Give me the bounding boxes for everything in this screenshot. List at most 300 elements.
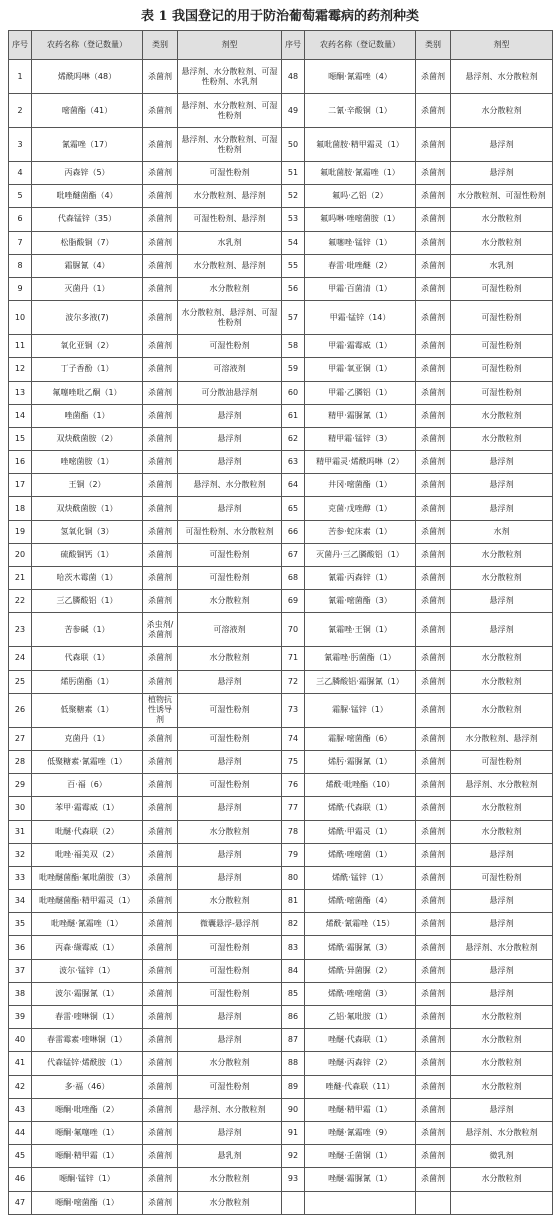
cell-formulation-left: 水分散粒剂 [178,1168,282,1191]
cell-category-left: 杀菌剂 [143,208,178,231]
cell-formulation-left: 悬浮剂、水分散粒剂 [178,474,282,497]
cell-index-left: 31 [9,820,32,843]
cell-category-right: 杀菌剂 [416,843,451,866]
cell-category-left: 杀菌剂 [143,451,178,474]
cell-index-right: 90 [282,1098,305,1121]
cell-pesticide-name-right: 唑醚·壬菌铜（1） [305,1145,416,1168]
cell-category-left: 杀菌剂 [143,982,178,1005]
cell-category-left: 杀菌剂 [143,936,178,959]
cell-pesticide-name-left: 吡唑·福美双（2） [32,843,143,866]
cell-index-left: 44 [9,1121,32,1144]
cell-category-left: 杀菌剂 [143,427,178,450]
cell-index-left: 10 [9,301,32,335]
cell-index-left: 21 [9,567,32,590]
cell-index-right: 74 [282,727,305,750]
cell-index-right: 93 [282,1168,305,1191]
cell-formulation-right: 悬浮剂 [451,959,553,982]
cell-formulation-left: 水分散粒剂 [178,820,282,843]
cell-category-right: 杀菌剂 [416,474,451,497]
cell-pesticide-name-left: 霜脲氰（4） [32,254,143,277]
cell-category-right: 杀菌剂 [416,1098,451,1121]
cell-pesticide-name-left: 苦参碱（1） [32,613,143,647]
cell-pesticide-name-right: 井冈·嘧菌酯（1） [305,474,416,497]
cell-formulation-right: 悬浮剂 [451,128,553,162]
cell-formulation-right: 可湿性粉剂 [451,335,553,358]
cell-category-left: 杀菌剂 [143,820,178,843]
cell-formulation-right: 微乳剂 [451,1145,553,1168]
cell-index-left: 25 [9,670,32,693]
cell-pesticide-name-right: 甲霜·霜霉威（1） [305,335,416,358]
cell-category-left: 杀菌剂 [143,1075,178,1098]
cell-category-left: 杀菌剂 [143,128,178,162]
cell-formulation-left: 悬浮剂 [178,427,282,450]
table-row [9,185,553,208]
cell-category-right: 杀菌剂 [416,277,451,300]
header-index-right: 序号 [282,31,305,60]
cell-category-left: 杀菌剂 [143,913,178,936]
cell-index-left: 45 [9,1145,32,1168]
cell-formulation-left: 悬浮剂、水分散粒剂、可湿性粉剂、水乳剂 [178,60,282,94]
cell-formulation-right: 水分散粒剂 [451,231,553,254]
cell-category-right: 杀菌剂 [416,774,451,797]
cell-index-left: 33 [9,866,32,889]
cell-category-right: 杀菌剂 [416,335,451,358]
cell-pesticide-name-right: 三乙膦酸铝·霜脲氰（1） [305,670,416,693]
cell-formulation-right: 水分散粒剂 [451,427,553,450]
cell-pesticide-name-left: 代森锰锌（35） [32,208,143,231]
cell-pesticide-name-left: 噁酮·精甲霜（1） [32,1145,143,1168]
cell-formulation-right: 水分散粒剂 [451,404,553,427]
cell-pesticide-name-right: 氰霜·丙森锌（1） [305,567,416,590]
cell-pesticide-name-right: 烯酰·氰霜唑（15） [305,913,416,936]
cell-formulation-right: 可湿性粉剂 [451,381,553,404]
cell-formulation-right: 水分散粒剂 [451,797,553,820]
cell-index-left: 36 [9,936,32,959]
cell-index-right: 50 [282,128,305,162]
cell-formulation-left: 悬浮剂 [178,1006,282,1029]
cell-pesticide-name-right: 噁酮·氰霜唑（4） [305,60,416,94]
cell-category-left: 杀菌剂 [143,404,178,427]
cell-formulation-left: 悬浮剂 [178,843,282,866]
cell-pesticide-name-left: 烯肟菌酯（1） [32,670,143,693]
cell-formulation-right: 悬浮剂 [451,843,553,866]
cell-category-left: 杀菌剂 [143,94,178,128]
cell-index-left: 8 [9,254,32,277]
cell-pesticide-name-left: 哈茨木霉菌（1） [32,567,143,590]
table-row [9,843,553,866]
cell-index-right: 61 [282,404,305,427]
table-row [9,866,553,889]
cell-pesticide-name-left: 硫酸铜钙（1） [32,543,143,566]
cell-formulation-left: 悬浮剂、水分散粒剂、可湿性粉剂 [178,94,282,128]
cell-index-right: 88 [282,1052,305,1075]
cell-formulation-right: 悬浮剂 [451,451,553,474]
table-row [9,277,553,300]
cell-category-right: 杀菌剂 [416,60,451,94]
cell-category-left: 杀菌剂 [143,1191,178,1214]
cell-pesticide-name-left: 噁酮·锰锌（1） [32,1168,143,1191]
cell-index-right: 79 [282,843,305,866]
cell-index-right: 76 [282,774,305,797]
cell-pesticide-name-right: 烯酰·嘧菌酯（4） [305,890,416,913]
cell-index-right: 73 [282,693,305,727]
table-row [9,451,553,474]
cell-pesticide-name-left: 双炔酰菌胺（1） [32,497,143,520]
table-row [9,381,553,404]
cell-index-left: 41 [9,1052,32,1075]
cell-formulation-left: 可湿性粉剂 [178,162,282,185]
cell-formulation-right: 可湿性粉剂 [451,750,553,773]
cell-category-left: 杀菌剂 [143,1006,178,1029]
cell-index-right: 81 [282,890,305,913]
table-row [9,727,553,750]
cell-formulation-left: 可溶液剂 [178,358,282,381]
cell-formulation-right: 水分散粒剂 [451,567,553,590]
cell-category-right: 杀菌剂 [416,185,451,208]
cell-category-right: 杀菌剂 [416,797,451,820]
cell-index-left: 39 [9,1006,32,1029]
cell-index-left: 43 [9,1098,32,1121]
cell-pesticide-name-left: 灭菌丹（1） [32,277,143,300]
cell-pesticide-name-left: 氰霜唑（17） [32,128,143,162]
table-row [9,693,553,727]
cell-category-right: 杀菌剂 [416,647,451,670]
cell-category-right: 杀菌剂 [416,1052,451,1075]
cell-pesticide-name-left: 烯酰吗啉（48） [32,60,143,94]
cell-formulation-left: 水分散粒剂 [178,647,282,670]
cell-category-right: 杀菌剂 [416,1029,451,1052]
cell-index-right: 83 [282,936,305,959]
cell-pesticide-name-left: 嘧菌酯（41） [32,94,143,128]
table-row [9,670,553,693]
cell-pesticide-name-left: 氧化亚铜（2） [32,335,143,358]
cell-pesticide-name-right: 苦参·蛇床素（1） [305,520,416,543]
cell-formulation-right [451,1191,553,1214]
cell-formulation-left: 水乳剂 [178,231,282,254]
cell-pesticide-name-right: 唑醚·霜脲氰（1） [305,1168,416,1191]
header-formulation-left: 剂型 [178,31,282,60]
table-row [9,750,553,773]
cell-category-right: 杀菌剂 [416,913,451,936]
table-row [9,797,553,820]
cell-pesticide-name-left: 代森联（1） [32,647,143,670]
cell-formulation-left: 悬浮剂、水分散粒剂、可湿性粉剂 [178,128,282,162]
cell-formulation-right: 水分散粒剂 [451,1168,553,1191]
table-row [9,1075,553,1098]
cell-index-right: 63 [282,451,305,474]
cell-pesticide-name-right: 烯酰·霜脲氰（3） [305,936,416,959]
cell-index-left: 42 [9,1075,32,1098]
cell-formulation-left: 悬乳剂 [178,1145,282,1168]
cell-formulation-left: 水分散粒剂 [178,890,282,913]
cell-formulation-right: 悬浮剂、水分散粒剂 [451,936,553,959]
table-row [9,890,553,913]
cell-pesticide-name-right: 唑醚·代森联（1） [305,1029,416,1052]
cell-category-left: 杀菌剂 [143,231,178,254]
cell-category-right: 杀菌剂 [416,693,451,727]
cell-category-left: 杀菌剂 [143,543,178,566]
cell-pesticide-name-right: 氟吗·乙铝（2） [305,185,416,208]
cell-category-right: 杀菌剂 [416,727,451,750]
cell-index-left: 24 [9,647,32,670]
cell-pesticide-name-right: 烯酰·锰锌（1） [305,866,416,889]
header-index-left: 序号 [9,31,32,60]
cell-formulation-left: 悬浮剂 [178,404,282,427]
cell-category-right [416,1191,451,1214]
cell-pesticide-name-right: 春雷·吡唑醚（2） [305,254,416,277]
cell-index-right: 53 [282,208,305,231]
cell-category-left: 杀菌剂 [143,774,178,797]
cell-category-right: 杀菌剂 [416,358,451,381]
cell-category-left: 杀菌剂 [143,1029,178,1052]
cell-index-left: 37 [9,959,32,982]
cell-index-right: 51 [282,162,305,185]
cell-category-left: 杀菌剂 [143,1168,178,1191]
cell-index-left: 35 [9,913,32,936]
table-row [9,1052,553,1075]
cell-category-left: 杀菌剂 [143,474,178,497]
table-row [9,567,553,590]
cell-formulation-left: 悬浮剂、水分散粒剂 [178,1098,282,1121]
cell-index-left: 16 [9,451,32,474]
cell-index-left: 4 [9,162,32,185]
table-row [9,1191,553,1214]
cell-pesticide-name-left: 多·福（46） [32,1075,143,1098]
cell-formulation-right: 悬浮剂 [451,890,553,913]
cell-pesticide-name-left: 氟噻唑吡乙酮（1） [32,381,143,404]
table-row [9,959,553,982]
cell-formulation-right: 悬浮剂、水分散粒剂 [451,60,553,94]
cell-formulation-right: 悬浮剂 [451,162,553,185]
cell-pesticide-name-right: 精甲霜·锰锌（3） [305,427,416,450]
cell-pesticide-name-right: 唑醚·丙森锌（2） [305,1052,416,1075]
cell-formulation-right: 水乳剂 [451,254,553,277]
cell-category-right: 杀菌剂 [416,208,451,231]
cell-pesticide-name-left: 氢氧化铜（3） [32,520,143,543]
cell-index-right: 91 [282,1121,305,1144]
cell-formulation-left: 悬浮剂 [178,797,282,820]
cell-category-right: 杀菌剂 [416,94,451,128]
table-body [9,60,553,1215]
cell-pesticide-name-left: 吡唑醚菌酯（4） [32,185,143,208]
cell-category-left: 杀菌剂 [143,1098,178,1121]
cell-pesticide-name-left: 双炔酰菌胺（2） [32,427,143,450]
cell-category-right: 杀菌剂 [416,820,451,843]
cell-index-right: 68 [282,567,305,590]
table-row [9,358,553,381]
cell-index-left: 7 [9,231,32,254]
cell-formulation-right: 悬浮剂 [451,590,553,613]
cell-formulation-left: 可湿性粉剂 [178,693,282,727]
cell-pesticide-name-right: 唑醚·代森联（11） [305,1075,416,1098]
cell-formulation-right: 悬浮剂、水分散粒剂 [451,1121,553,1144]
cell-formulation-left: 水分散粒剂、悬浮剂 [178,254,282,277]
cell-pesticide-name-left: 代森锰锌·烯酰胺（1） [32,1052,143,1075]
cell-index-left: 18 [9,497,32,520]
cell-category-left: 杀菌剂 [143,750,178,773]
cell-category-left: 杀菌剂 [143,254,178,277]
cell-formulation-left: 可湿性粉剂 [178,936,282,959]
cell-pesticide-name-right: 氰霜·嘧菌酯（3） [305,590,416,613]
cell-index-right: 87 [282,1029,305,1052]
cell-pesticide-name-left: 三乙膦酸铝（1） [32,590,143,613]
cell-formulation-right: 悬浮剂 [451,1098,553,1121]
cell-index-right: 72 [282,670,305,693]
table-row [9,1168,553,1191]
cell-category-left: 杀菌剂 [143,1145,178,1168]
cell-pesticide-name-right: 烯酰·代森联（1） [305,797,416,820]
cell-index-right: 78 [282,820,305,843]
cell-index-right: 58 [282,335,305,358]
cell-category-left: 杀菌剂 [143,567,178,590]
table-row [9,613,553,647]
cell-pesticide-name-right: 二氰·辛酸铜（1） [305,94,416,128]
cell-formulation-left: 悬浮剂 [178,1121,282,1144]
cell-index-right: 92 [282,1145,305,1168]
cell-pesticide-name-right: 氰霜唑·肟菌酯（1） [305,647,416,670]
cell-formulation-left: 可湿性粉剂 [178,1075,282,1098]
cell-index-left: 47 [9,1191,32,1214]
table-row [9,208,553,231]
table-row [9,936,553,959]
cell-formulation-right: 悬浮剂 [451,613,553,647]
cell-pesticide-name-right: 甲霜·百菌清（1） [305,277,416,300]
cell-index-left: 22 [9,590,32,613]
cell-formulation-left: 悬浮剂 [178,866,282,889]
cell-category-left: 杀菌剂 [143,727,178,750]
cell-formulation-right: 水分散粒剂、悬浮剂 [451,727,553,750]
table-row [9,820,553,843]
cell-pesticide-name-left: 低聚糖素（1） [32,693,143,727]
cell-category-right: 杀菌剂 [416,959,451,982]
cell-index-right: 56 [282,277,305,300]
cell-index-left: 20 [9,543,32,566]
cell-pesticide-name-right: 甲霜·氧亚铜（1） [305,358,416,381]
cell-pesticide-name-left: 丙森锌（5） [32,162,143,185]
table-row [9,774,553,797]
cell-pesticide-name-right: 克菌·戊唑醇（1） [305,497,416,520]
cell-pesticide-name-left: 吡唑醚菌酯·氟吡菌胺（3） [32,866,143,889]
cell-pesticide-name-left: 克菌丹（1） [32,727,143,750]
cell-category-left: 杀菌剂 [143,185,178,208]
cell-formulation-left: 水分散粒剂 [178,277,282,300]
cell-formulation-left: 悬浮剂 [178,451,282,474]
cell-pesticide-name-right: 乙铝·氟吡胺（1） [305,1006,416,1029]
cell-index-left: 15 [9,427,32,450]
cell-formulation-left: 可湿性粉剂、悬浮剂 [178,208,282,231]
table-row [9,254,553,277]
cell-index-left: 28 [9,750,32,773]
cell-formulation-right: 水分散粒剂 [451,1006,553,1029]
cell-pesticide-name-left: 吡唑醚·氰霜唑（1） [32,913,143,936]
cell-category-left: 杀菌剂 [143,1121,178,1144]
cell-index-right: 84 [282,959,305,982]
table-row [9,1098,553,1121]
table-row [9,94,553,128]
cell-category-right: 杀菌剂 [416,381,451,404]
cell-formulation-left: 水分散粒剂 [178,590,282,613]
cell-index-right: 60 [282,381,305,404]
cell-pesticide-name-right: 氟吡菌胺·氰霜唑（1） [305,162,416,185]
cell-formulation-right: 悬浮剂 [451,913,553,936]
cell-pesticide-name-right: 甲霜·锰锌（14） [305,301,416,335]
cell-formulation-right: 悬浮剂 [451,474,553,497]
table-row [9,1121,553,1144]
cell-index-left: 13 [9,381,32,404]
cell-category-left: 杀菌剂 [143,277,178,300]
table-row [9,1029,553,1052]
cell-category-left: 杀菌剂 [143,162,178,185]
cell-index-right: 59 [282,358,305,381]
table-row [9,913,553,936]
cell-formulation-right: 水分散粒剂 [451,208,553,231]
cell-formulation-right: 水分散粒剂、可湿性粉剂 [451,185,553,208]
cell-category-left: 杀菌剂 [143,1052,178,1075]
header-name-right: 农药名称（登记数量） [305,31,416,60]
cell-index-left: 27 [9,727,32,750]
cell-pesticide-name-left: 吡唑醚菌酯·精甲霜灵（1） [32,890,143,913]
cell-category-right: 杀菌剂 [416,567,451,590]
cell-category-right: 杀菌剂 [416,301,451,335]
cell-category-right: 杀菌剂 [416,128,451,162]
cell-formulation-right: 水剂 [451,520,553,543]
cell-formulation-right: 水分散粒剂 [451,1052,553,1075]
cell-pesticide-name-right: 烯肟·霜脲氰（1） [305,750,416,773]
cell-category-right: 杀菌剂 [416,750,451,773]
cell-category-right: 杀菌剂 [416,890,451,913]
cell-category-left: 杀菌剂 [143,301,178,335]
cell-pesticide-name-right: 霜脲·嘧菌酯（6） [305,727,416,750]
table-header-row [9,31,553,60]
cell-category-left: 杀菌剂 [143,890,178,913]
cell-index-right: 89 [282,1075,305,1098]
cell-pesticide-name-left: 低聚糖素·氰霜唑（1） [32,750,143,773]
cell-index-left: 9 [9,277,32,300]
table-row [9,520,553,543]
cell-formulation-left: 可分散油悬浮剂 [178,381,282,404]
cell-index-left: 6 [9,208,32,231]
table-row [9,301,553,335]
cell-category-left: 杀菌剂 [143,335,178,358]
cell-pesticide-name-right: 精甲·霜脲氰（1） [305,404,416,427]
cell-category-right: 杀菌剂 [416,520,451,543]
cell-index-right: 77 [282,797,305,820]
cell-category-left: 杀菌剂 [143,590,178,613]
cell-pesticide-name-right [305,1191,416,1214]
cell-pesticide-name-left: 唑嘧菌胺（1） [32,451,143,474]
cell-pesticide-name-right: 烯酰·唑嘧菌（3） [305,982,416,1005]
cell-formulation-right: 水分散粒剂 [451,1029,553,1052]
cell-pesticide-name-left: 松脂酸铜（7） [32,231,143,254]
cell-index-right: 55 [282,254,305,277]
cell-formulation-left: 可湿性粉剂 [178,727,282,750]
table-row [9,231,553,254]
table-row [9,647,553,670]
cell-formulation-left: 可湿性粉剂 [178,543,282,566]
cell-index-left: 38 [9,982,32,1005]
cell-pesticide-name-left: 波尔·锰锌（1） [32,959,143,982]
cell-index-left: 34 [9,890,32,913]
cell-formulation-right: 悬浮剂 [451,497,553,520]
cell-formulation-right: 悬浮剂、水分散粒剂 [451,774,553,797]
table-row [9,162,553,185]
table-row [9,497,553,520]
table-row [9,335,553,358]
cell-index-left: 23 [9,613,32,647]
cell-pesticide-name-right: 烯酰·甲霜灵（1） [305,820,416,843]
cell-pesticide-name-left: 苯甲·霜霉威（1） [32,797,143,820]
cell-category-right: 杀菌剂 [416,404,451,427]
